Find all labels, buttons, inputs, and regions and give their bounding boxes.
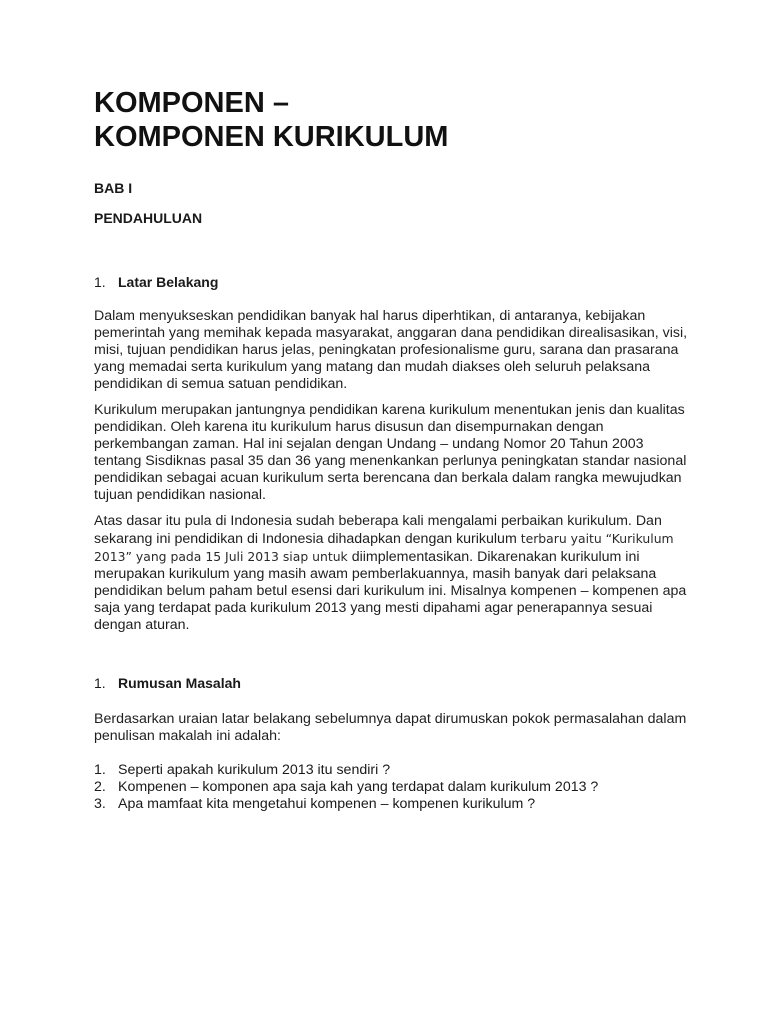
paragraph: Dalam menyukseskan pendidikan banyak hal harus diperhtikan, di antaranya, kebijakan pemerintah yang memihak kepada masyarakat, anggaran dana pendidikan direalisasikan, visi, misi, tujuan pendidikan harus jelas, peningkatan profesionalisme guru, sarana dan prasarana yang memadai serta kurikulum yang matang dan mudah diakses oleh seluruh pelaksana pendidikan di semua satuan pendidikan. [94,308,688,392]
paragraph-text: Atas dasar itu pula di Indonesia sudah beberapa kali mengalami perbaikan kurikulum. Dan sekarang ini pendidikan di Indonesia dihadapkan dengan kurikulum [94,513,662,547]
chapter-title: PENDAHULUAN [94,210,203,226]
section-number: 1. [94,675,106,691]
paragraph [94,513,694,634]
paragraph: Kurikulum merupakan jantungnya pendidikan karena kurikulum menentukan jenis dan kualitas pendidikan. Oleh karena itu kurikulum harus disusun dan disempurnakan dengan perkembangan zaman. Hal ini sejalan dengan Undang – undang Nomor 20 Tahun 2003 tentang Sisdiknas pasal 35 dan 36 yang menenkankan perlunya peningkatan standar nasional pendidikan sebagai acuan kurikulum serta berencana dan berkala dalam rangka mewujudkan tujuan pendidikan nasional. [94,402,687,503]
paragraph: Berdasarkan uraian latar belakang sebelumnya dapat dirumuskan pokok permasalahan dalam penulisan makalah ini adalah: [94,711,687,744]
section-number: 1. [94,274,106,290]
paragraph-text: diimplementasikan. Dikarenakan kurikulum ini merupakan kurikulum yang masih awam pemberlakuannya, masih banyak dari pelaksana pendidikan belum paham betul esensi dari kurikulum ini. Misalnya kompenen – kompenen apa saja yang terdapat pada kurikulum 2013 yang mesti dipahami agar penerapannya sesuai dengan aturan. [94,549,687,633]
section-title: Rumusan Masalah [118,675,241,691]
list-item-number: 1. [94,762,106,778]
section-title: Latar Belakang [118,274,219,290]
list-item [94,762,694,779]
document-page [94,86,694,813]
section-heading-rumusan-masalah [94,674,694,692]
list-item-number: 2. [94,779,106,795]
title-line-2: KOMPONEN KURIKULUM [94,121,449,153]
section-heading-latar-belakang [94,273,694,291]
title-line-1: KOMPONEN – [94,87,289,119]
chapter-label: BAB I [94,180,133,196]
list-item-text: Apa mamfaat kita mengetahui kompenen – kompenen kurikulum ? [118,796,536,812]
list-item-text: Seperti apakah kurikulum 2013 itu sendiri ? [118,762,391,778]
document-title [94,86,694,154]
list-item [94,779,694,796]
list-item [94,796,694,813]
list-item-text: Kompenen – komponen apa saja kah yang terdapat dalam kurikulum 2013 ? [118,779,599,795]
list-item-number: 3. [94,796,106,812]
paragraph-text: terbaru yaitu “Kurikulum 2013” yang pada 15 Juli 2013 siap untuk [94,531,674,564]
question-list [94,762,694,813]
